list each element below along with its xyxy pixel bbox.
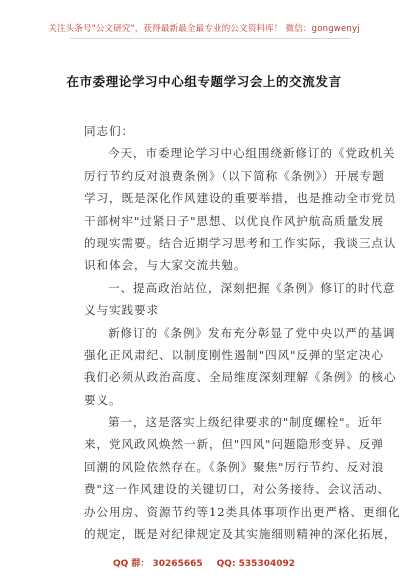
section-heading-line: 义与实践要求	[84, 303, 159, 318]
header-promo-note: 关注头条号"公文研究"，获得最新最全最专业的公文资料库！ 微信：gongwenyj	[48, 24, 360, 34]
paragraph-line: 识和体会，与大家交流共勉。	[84, 258, 247, 273]
paragraph-line: 新修订的《条例》发布充分彰显了党中央以严的基调	[108, 325, 396, 340]
footer-qq-group: QQ 群： 30265665	[112, 559, 203, 569]
paragraph-line: 费"这一作风建设的关键切口，对公务接待、会议活动、	[84, 482, 391, 497]
salutation-line: 同志们：	[84, 124, 134, 138]
paragraph-line: 厉行节约反对浪费条例》（以下简称《条例》）开展专题	[84, 168, 385, 183]
document-body	[84, 120, 401, 545]
document-title: 在市委理论学习中心组专题学习会上的交流发言	[66, 74, 342, 89]
paragraph-line: 要义。	[84, 392, 122, 407]
paragraph-line: 来，党风政风焕然一新，但"四风"问题隐形变异、反弹	[84, 437, 384, 452]
paragraph-line: 强化正风肃纪、以制度刚性遏制"四风"反弹的坚定决心	[84, 347, 384, 362]
paragraph-line: 办公用房、资源节约等12类具体事项作出更严格、更细化	[84, 504, 401, 519]
paragraph-line: 的规定，既是对纪律规定及其实施细则精神的深化拓展，	[84, 527, 397, 542]
paragraph-line: 的现实需要。结合近期学习思考和工作实际，我谈三点认	[84, 235, 397, 250]
paragraph-line: 干部树牢"过紧日子"思想、以优良作风护航高质量发展	[84, 213, 384, 228]
paragraph-line: 今天，市委理论学习中心组围绕新修订的《党政机关	[108, 146, 396, 161]
footer-qq-number: QQ: 535304092	[216, 559, 296, 569]
header-divider	[70, 38, 350, 39]
paragraph-line: 学习，既是深化作风建设的重要举措，也是推动全市党员	[84, 191, 397, 206]
footer-contact	[0, 556, 408, 569]
paragraph-line: 我们必须从政治高度、全局维度深刻理解《条例》的核心	[84, 370, 397, 385]
section-heading-line: 一、提高政治站位，深刻把握《条例》修订的时代意	[108, 280, 396, 295]
paragraph-line: 回潮的风险依然存在。《条例》聚焦"厉行节约、反对浪	[84, 459, 385, 474]
paragraph-line: 第一，这是落实上级纪律要求的"制度螺栓"。近年	[108, 415, 383, 430]
